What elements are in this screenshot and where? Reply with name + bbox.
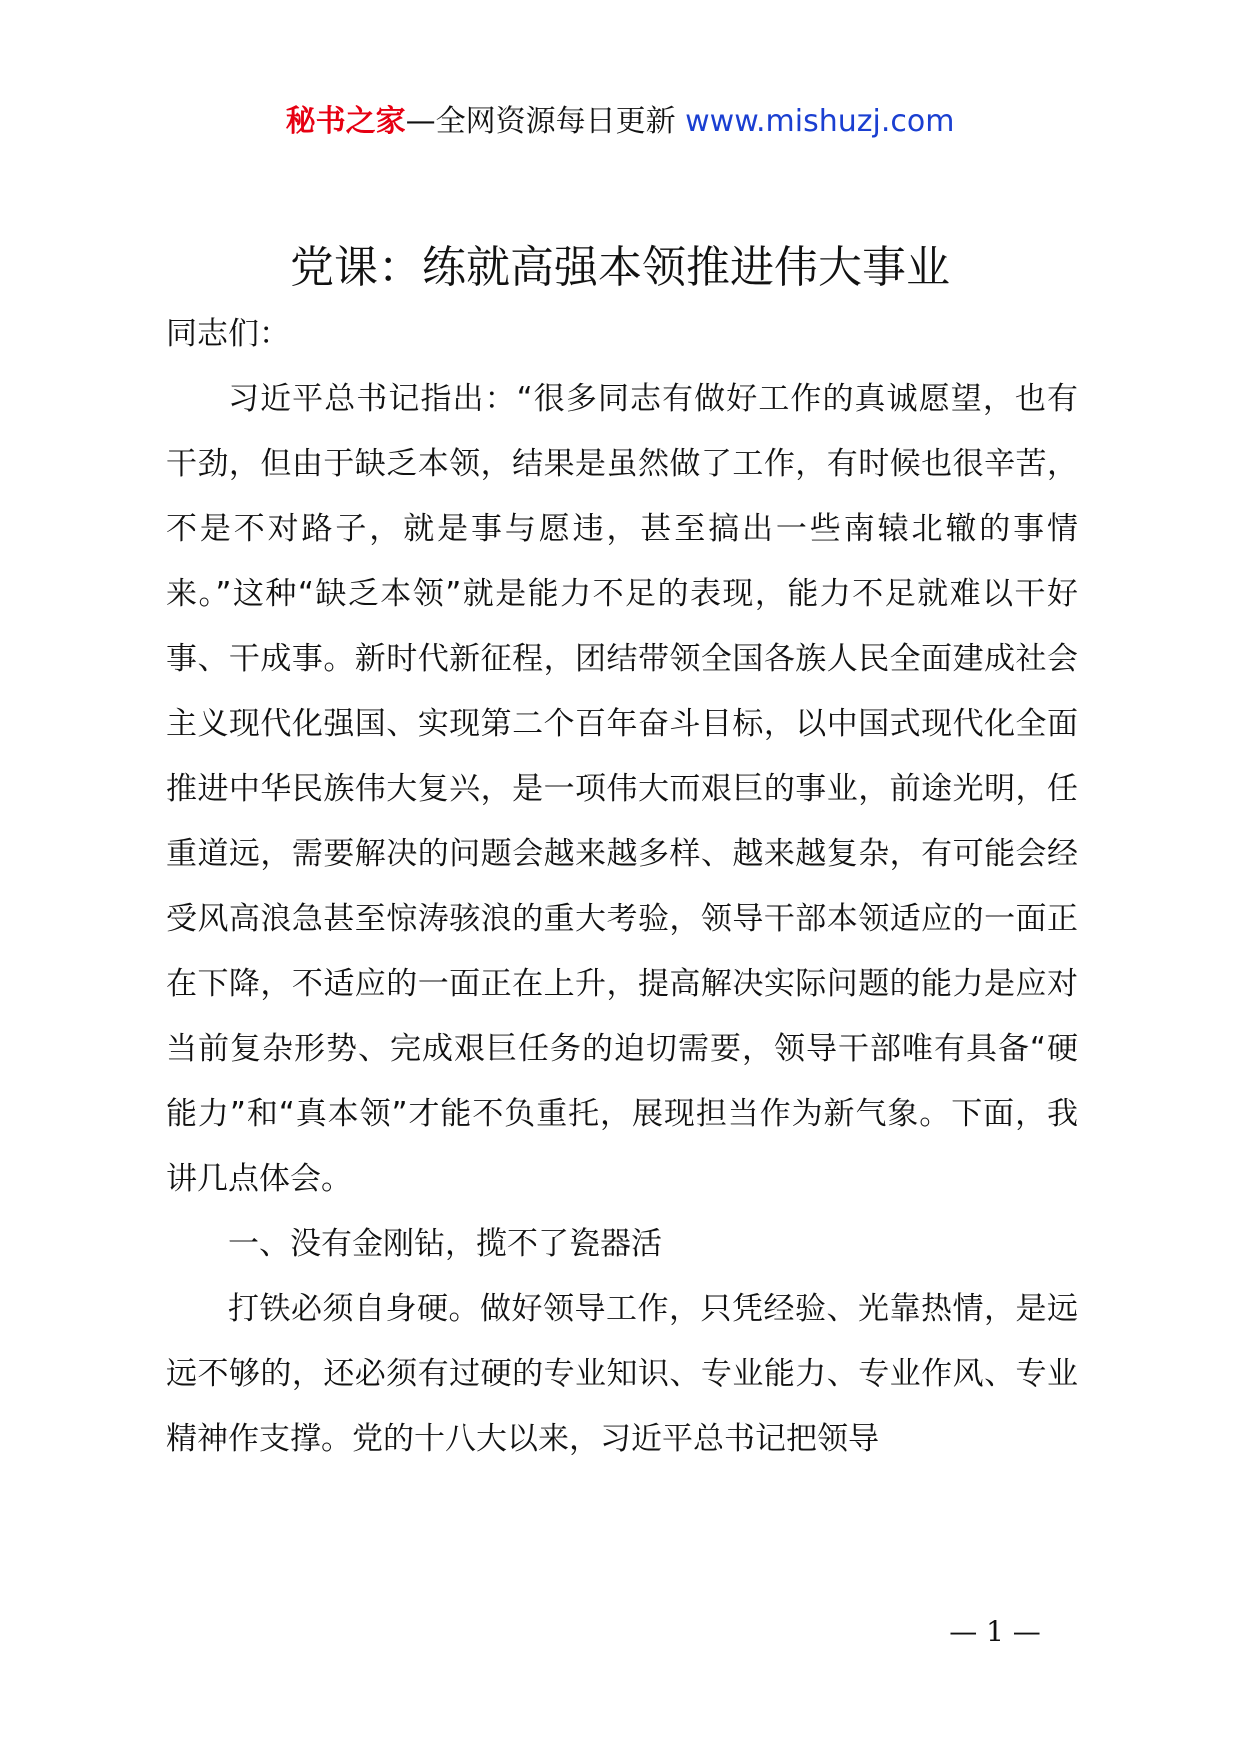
document-title: 党课：练就高强本领推进伟大事业: [290, 242, 950, 293]
page-number: — 1 —: [949, 1615, 1041, 1648]
site-url-link[interactable]: www.mishuzj.com: [685, 104, 955, 139]
intro-paragraph: 习近平总书记指出：“很多同志有做好工作的真诚愿望，也有干劲，但由于缺乏本领，结果是虽然做了工作，有时候也很辛苦，不是不对路子，就是事与愿违，甚至搞出一些南辕北辙的事情来。”这种“缺乏本领”就是能力不足的表现，能力不足就难以干好事、干成事。新时代新征程，团结带领全国各族人民全面建成社会主义现代化强国、实现第二个百年奋斗目标，以中国式现代化全面推进中华民族伟大复兴，是一项伟大而艰巨的事业，前途光明，任重道远，需要解决的问题会越来越多样、越来越复杂，有可能会经受风高浪急甚至惊涛骇浪的重大考验，领导干部本领适应的一面正在下降，不适应的一面正在上升，提高解决实际问题的能力是应对当前复杂形势、完成艰巨任务的迫切需要，领导干部唯有具备“硬能力”和“真本领”才能不负重托，展现担当作为新气象。下面，我讲几点体会。: [166, 381, 1078, 1197]
salutation: 同志们：: [166, 316, 290, 352]
section-heading: 一、没有金刚钻，揽不了瓷器活: [228, 1226, 662, 1262]
document-body: [166, 302, 1078, 1472]
site-slogan: —全网资源每日更新: [405, 104, 676, 139]
site-banner: [0, 100, 1240, 144]
site-brand: 秘书之家: [285, 104, 406, 139]
section-paragraph: 打铁必须自身硬。做好领导工作，只凭经验、光靠热情，是远远不够的，还必须有过硬的专业知识、专业能力、专业作风、专业精神作支撑。党的十八大以来，习近平总书记把领导: [166, 1291, 1078, 1457]
